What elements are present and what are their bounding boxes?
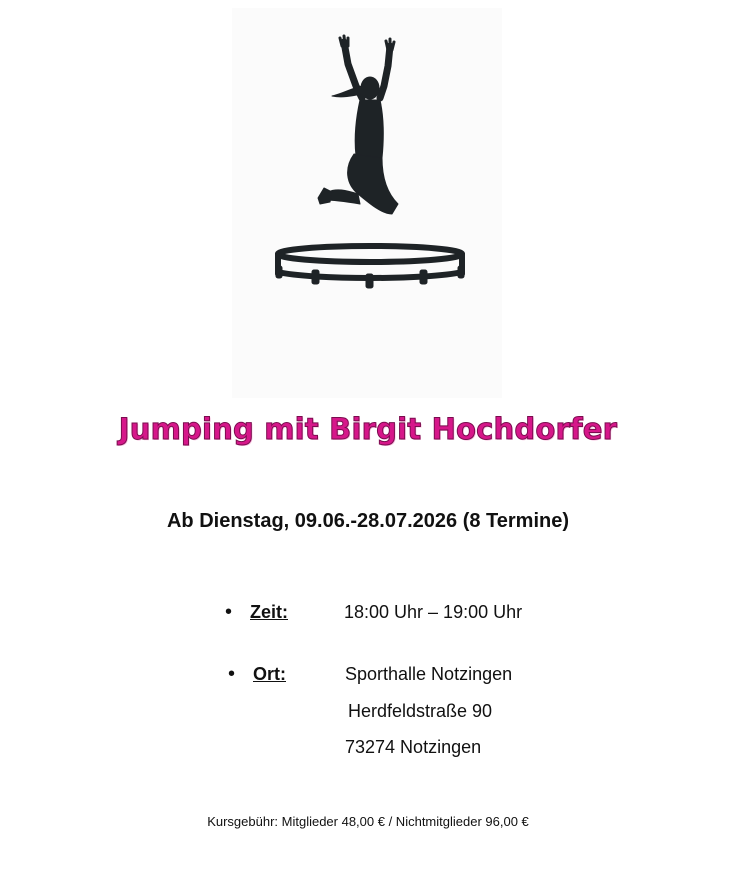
time-value: 18:00 Uhr – 19:00 Uhr <box>344 602 523 622</box>
bullet-location: • <box>228 663 236 685</box>
location-line: 73274 Notzingen <box>345 737 482 757</box>
location-line: Herdfeldstraße 90 <box>348 701 493 721</box>
course-dates: Ab Dienstag, 09.06.-28.07.2026 (8 Termine) <box>166 510 570 532</box>
course-fee: Kursgebühr: Mitglieder 48,00 € / Nichtmitglieder 96,00 € <box>207 814 529 829</box>
trampoline-jumper-icon <box>232 8 502 398</box>
location-line: Sporthalle Notzingen <box>345 664 513 684</box>
location-label: Ort: <box>253 664 286 684</box>
time-label: Zeit: <box>250 602 288 622</box>
bullet-time: • <box>225 601 233 623</box>
trampoline-jumper-illustration <box>232 8 502 398</box>
course-title: Jumping mit Birgit Hochdorfer <box>118 412 618 446</box>
